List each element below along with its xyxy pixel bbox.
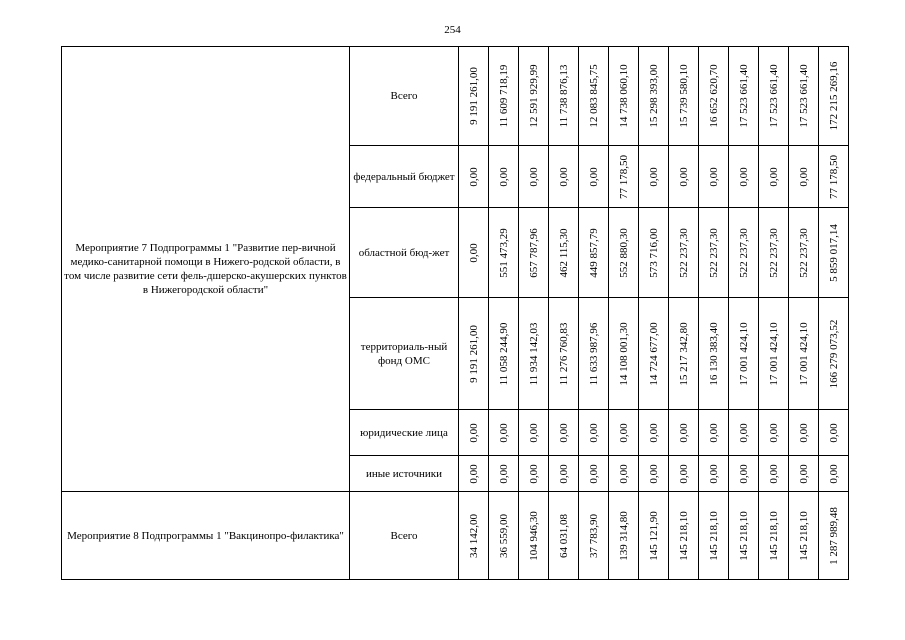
value-text: 145 121,90 [647, 510, 660, 561]
value-cell [729, 146, 759, 208]
value-text: 0,00 [827, 422, 840, 443]
value-text: 77 178,50 [617, 154, 630, 199]
value-cell [459, 208, 489, 298]
value-text: 0,00 [527, 463, 540, 484]
value-cell [639, 208, 669, 298]
value-text: 145 218,10 [707, 510, 720, 561]
value-text: 34 142,00 [467, 513, 480, 558]
value-cell [489, 146, 519, 208]
value-cell [819, 492, 849, 580]
value-cell [579, 146, 609, 208]
value-text: 522 237,30 [677, 227, 690, 278]
page-number: 254 [444, 24, 461, 36]
value-cell [699, 47, 729, 146]
value-text: 0,00 [707, 463, 720, 484]
value-cell [549, 298, 579, 410]
value-text: 11 058 244,90 [497, 322, 510, 385]
value-text: 0,00 [587, 422, 600, 443]
value-cell [609, 456, 639, 492]
value-cell [669, 456, 699, 492]
value-cell [549, 146, 579, 208]
value-text: 0,00 [527, 422, 540, 443]
value-cell [759, 410, 789, 456]
value-cell [609, 47, 639, 146]
funding-source-cell: территориаль-ный фонд ОМС [350, 298, 459, 410]
value-cell [519, 410, 549, 456]
value-text: 0,00 [707, 422, 720, 443]
value-cell [699, 208, 729, 298]
value-text: 0,00 [767, 463, 780, 484]
value-cell [729, 410, 759, 456]
value-cell [759, 456, 789, 492]
value-cell [699, 492, 729, 580]
value-cell [639, 456, 669, 492]
value-cell [579, 208, 609, 298]
value-text: 12 083 845,75 [587, 64, 600, 128]
value-cell [609, 410, 639, 456]
value-text: 551 473,29 [497, 227, 510, 278]
value-text: 0,00 [587, 166, 600, 187]
value-text: 449 857,79 [587, 227, 600, 278]
value-cell [729, 208, 759, 298]
value-text: 0,00 [707, 166, 720, 187]
value-cell [579, 298, 609, 410]
value-cell [459, 410, 489, 456]
value-text: 17 523 661,40 [797, 64, 810, 128]
value-text: 0,00 [797, 166, 810, 187]
value-text: 172 215 269,16 [827, 61, 840, 131]
value-text: 0,00 [647, 166, 660, 187]
funding-source-cell: областной бюд-жет [350, 208, 459, 298]
value-cell [699, 456, 729, 492]
value-cell [819, 146, 849, 208]
funding-source-cell: Всего [350, 47, 459, 146]
value-cell [699, 410, 729, 456]
value-cell [489, 456, 519, 492]
value-text: 0,00 [617, 422, 630, 443]
value-text: 12 591 929,99 [527, 64, 540, 128]
value-text: 15 217 342,80 [677, 321, 690, 386]
value-text: 573 716,00 [647, 227, 660, 278]
value-cell [549, 410, 579, 456]
value-text: 552 880,30 [617, 227, 630, 278]
value-text: 0,00 [467, 422, 480, 443]
value-cell [459, 146, 489, 208]
value-cell [489, 208, 519, 298]
value-cell [789, 492, 819, 580]
value-cell [459, 492, 489, 580]
value-text: 17 001 424,10 [797, 321, 810, 386]
value-cell [759, 298, 789, 410]
value-cell [669, 146, 699, 208]
value-text: 145 218,10 [677, 510, 690, 561]
value-text: 15 298 393,00 [647, 64, 660, 128]
value-text: 0,00 [557, 166, 570, 187]
value-cell [669, 298, 699, 410]
value-text: 0,00 [677, 463, 690, 484]
value-text: 17 001 424,10 [767, 321, 780, 386]
value-cell [789, 47, 819, 146]
value-cell [549, 456, 579, 492]
value-text: 0,00 [827, 463, 840, 484]
value-cell [819, 410, 849, 456]
value-cell [639, 492, 669, 580]
value-cell [759, 47, 789, 146]
value-cell [639, 410, 669, 456]
value-cell [669, 492, 699, 580]
value-text: 17 523 661,40 [737, 64, 750, 128]
value-cell [579, 47, 609, 146]
value-cell [789, 456, 819, 492]
value-cell [819, 456, 849, 492]
value-cell [819, 298, 849, 410]
value-text: 17 001 424,10 [737, 321, 750, 386]
value-cell [639, 47, 669, 146]
value-cell [669, 208, 699, 298]
value-cell [579, 410, 609, 456]
value-text: 0,00 [467, 242, 480, 263]
value-text: 166 279 073,52 [827, 319, 840, 388]
value-cell [729, 456, 759, 492]
value-cell [669, 410, 699, 456]
value-text: 0,00 [617, 463, 630, 484]
value-text: 0,00 [797, 422, 810, 443]
value-text: 0,00 [557, 422, 570, 443]
funding-source-cell: федеральный бюджет [350, 146, 459, 208]
value-cell [669, 47, 699, 146]
value-text: 0,00 [497, 463, 510, 484]
value-cell [549, 47, 579, 146]
measure-name-cell: Мероприятие 7 Подпрограммы 1 "Развитие пер-вичной медико-санитарной помощи в Нижего-родской области, в том числе развитие сети фель-дшерско-акушерских пунктов в Нижегородской области" [62, 47, 350, 492]
value-cell [489, 298, 519, 410]
value-text: 0,00 [527, 166, 540, 187]
measure-name-cell: Мероприятие 8 Подпрограммы 1 "Вакцинопро-филактика" [62, 492, 350, 580]
value-text: 37 783,90 [587, 513, 600, 558]
value-cell [639, 146, 669, 208]
value-text: 15 739 580,10 [677, 64, 690, 128]
funding-source-cell: Всего [350, 492, 459, 580]
value-cell [789, 146, 819, 208]
table-row [62, 47, 849, 146]
value-cell [519, 208, 549, 298]
value-cell [609, 208, 639, 298]
value-cell [699, 146, 729, 208]
value-text: 11 738 876,13 [557, 64, 570, 128]
value-cell [789, 208, 819, 298]
value-text: 14 724 677,00 [647, 321, 660, 386]
value-text: 1 287 989,48 [827, 506, 840, 565]
value-cell [759, 146, 789, 208]
value-cell [819, 208, 849, 298]
value-text: 0,00 [497, 422, 510, 443]
value-text: 0,00 [737, 166, 750, 187]
value-text: 0,00 [467, 166, 480, 187]
value-cell [489, 47, 519, 146]
value-cell [519, 492, 549, 580]
value-cell [819, 47, 849, 146]
value-text: 0,00 [767, 422, 780, 443]
value-text: 145 218,10 [767, 510, 780, 561]
value-cell [489, 492, 519, 580]
value-text: 11 934 142,03 [527, 322, 540, 385]
value-text: 104 946,30 [527, 510, 540, 561]
value-cell [699, 298, 729, 410]
value-cell [459, 456, 489, 492]
value-text: 522 237,30 [767, 227, 780, 278]
value-text: 0,00 [797, 463, 810, 484]
funding-source-cell: юридические лица [350, 410, 459, 456]
value-text: 36 559,00 [497, 513, 510, 558]
value-text: 522 237,30 [797, 227, 810, 278]
value-text: 16 652 620,70 [707, 64, 720, 128]
value-cell [639, 298, 669, 410]
value-cell [729, 47, 759, 146]
value-text: 11 633 987,96 [587, 322, 600, 385]
value-cell [459, 298, 489, 410]
value-cell [459, 47, 489, 146]
value-cell [549, 492, 579, 580]
value-text: 9 191 261,00 [467, 324, 480, 383]
value-text: 0,00 [467, 463, 480, 484]
value-cell [519, 456, 549, 492]
value-text: 0,00 [737, 422, 750, 443]
value-text: 14 738 060,10 [617, 64, 630, 128]
value-cell [579, 456, 609, 492]
value-text: 0,00 [497, 166, 510, 187]
value-text: 11 276 760,83 [557, 322, 570, 385]
value-cell [519, 47, 549, 146]
value-text: 0,00 [647, 463, 660, 484]
value-text: 0,00 [677, 422, 690, 443]
value-cell [579, 492, 609, 580]
value-text: 145 218,10 [797, 510, 810, 561]
value-text: 0,00 [587, 463, 600, 484]
value-text: 462 115,30 [557, 227, 570, 278]
value-text: 0,00 [767, 166, 780, 187]
value-cell [729, 298, 759, 410]
value-text: 657 787,96 [527, 227, 540, 278]
value-cell [789, 298, 819, 410]
value-text: 16 130 383,40 [707, 321, 720, 386]
value-text: 522 237,30 [737, 227, 750, 278]
value-text: 17 523 661,40 [767, 64, 780, 128]
value-text: 0,00 [647, 422, 660, 443]
value-text: 77 178,50 [827, 154, 840, 199]
value-cell [759, 492, 789, 580]
value-text: 14 108 001,30 [617, 321, 630, 386]
value-cell [609, 298, 639, 410]
value-cell [549, 208, 579, 298]
value-text: 0,00 [557, 463, 570, 484]
value-cell [489, 410, 519, 456]
table-row [62, 492, 849, 580]
value-text: 0,00 [677, 166, 690, 187]
value-text: 5 859 017,14 [827, 223, 840, 282]
value-text: 64 031,08 [557, 513, 570, 558]
value-text: 11 609 718,19 [497, 64, 510, 128]
value-text: 139 314,80 [617, 510, 630, 561]
value-cell [609, 146, 639, 208]
value-text: 522 237,30 [707, 227, 720, 278]
value-cell [789, 410, 819, 456]
value-text: 0,00 [737, 463, 750, 484]
value-text: 145 218,10 [737, 510, 750, 561]
value-text: 9 191 261,00 [467, 67, 480, 125]
value-cell [729, 492, 759, 580]
value-cell [519, 298, 549, 410]
value-cell [609, 492, 639, 580]
funding-source-cell: иные источники [350, 456, 459, 492]
value-cell [519, 146, 549, 208]
value-cell [759, 208, 789, 298]
funding-table [61, 46, 849, 580]
